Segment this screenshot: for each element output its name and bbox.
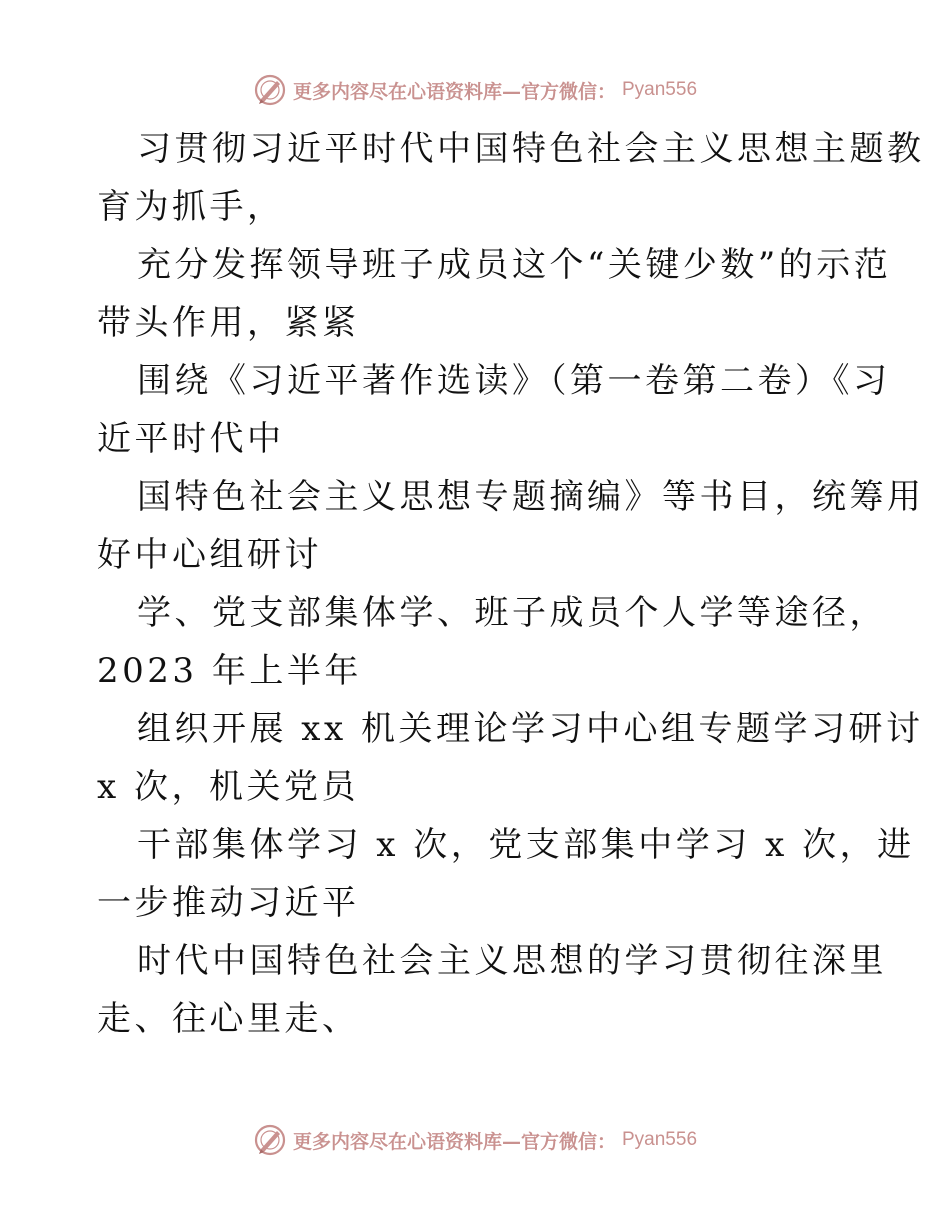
text-line: 一步推动习近平 xyxy=(97,883,360,923)
text-line: 学、党支部集体学、班子成员个人学等途径， xyxy=(137,593,887,633)
watermark-contact: Pyan556 xyxy=(622,1129,698,1150)
text-line: 时代中国特色社会主义思想的学习贯彻往深里 xyxy=(137,941,887,981)
text-line: 走、往心里走、 xyxy=(97,999,360,1039)
text-line: 组织开展 xx 机关理论学习中心组专题学习研讨 xyxy=(137,709,924,749)
pen-circle-icon xyxy=(253,1123,287,1157)
text-line: 国特色社会主义思想专题摘编》等书目，统筹用 xyxy=(137,477,925,517)
text-line: 育为抓手， xyxy=(97,187,285,227)
footer-watermark xyxy=(0,1120,950,1160)
text-line: 带头作用，紧紧 xyxy=(97,303,360,343)
header-watermark xyxy=(0,70,950,110)
pen-circle-icon xyxy=(253,73,287,107)
text-line: 干部集体学习 x 次，党支部集中学习 x 次，进 xyxy=(137,825,915,865)
text-line: 好中心组研讨 xyxy=(97,535,322,575)
watermark-contact: Pyan556 xyxy=(622,79,698,100)
document-body xyxy=(97,120,925,1048)
text-line: 习贯彻习近平时代中国特色社会主义思想主题教 xyxy=(137,129,925,169)
text-line: x 次，机关党员 xyxy=(97,767,359,807)
watermark-text: 更多内容尽在心语资料库—官方微信： xyxy=(292,80,616,103)
text-line: 2023 年上半年 xyxy=(97,651,362,691)
text-line: 充分发挥领导班子成员这个“关键少数”的示范 xyxy=(137,245,892,285)
text-line: 围绕《习近平著作选读》（第一卷第二卷）《习 xyxy=(137,361,891,401)
watermark-text: 更多内容尽在心语资料库—官方微信： xyxy=(292,1130,616,1153)
text-line: 近平时代中 xyxy=(97,419,285,459)
